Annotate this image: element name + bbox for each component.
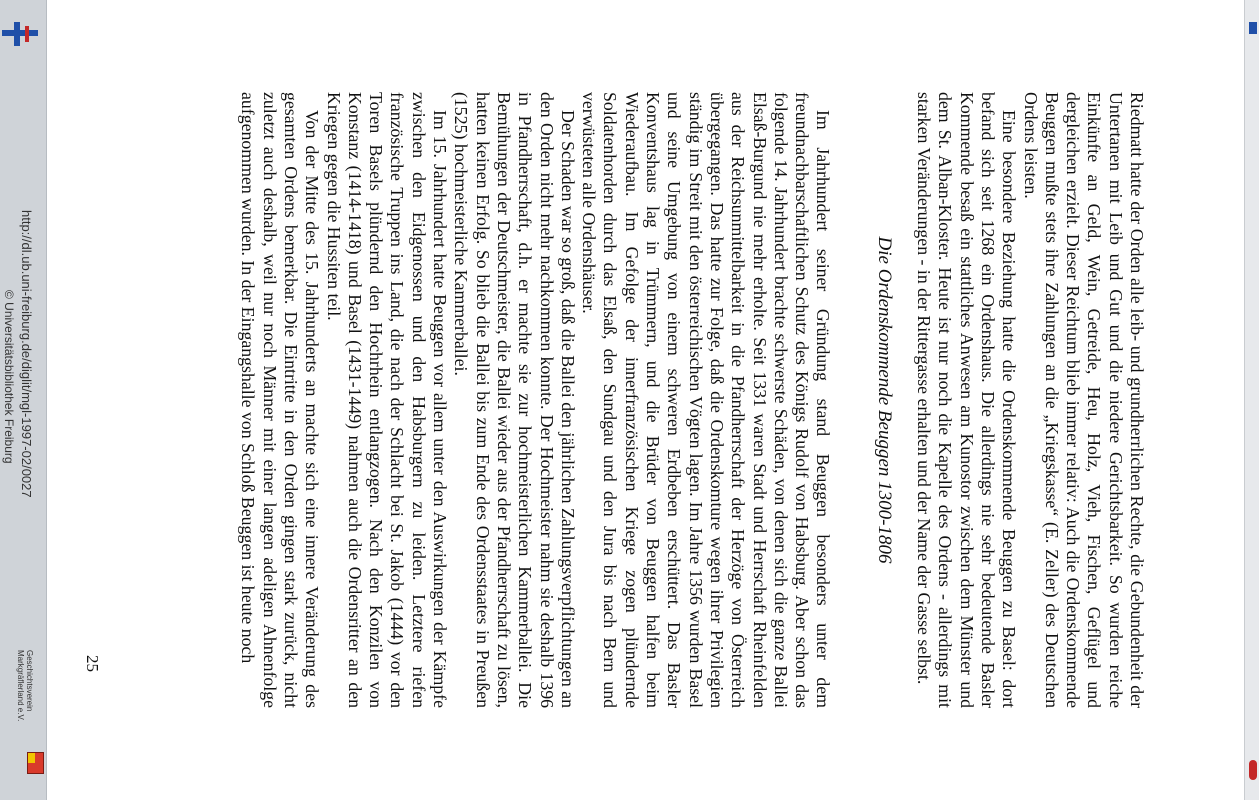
paragraph-4: Der Schaden war so groß, daß die Ballei den jährlichen Zahlungsverpflichtungen an den Orden nicht mehr nachkommen konnte. Der Hochmeister nahm sie deshalb 1396 in Pfandherrschaft, d.h. er machte sie zur hochmeisterlichen Kammerballei. Die Bemühungen der Deutschmeister, die Ballei wieder aus der Pfandherrschaft zu lösen, hatten keinen Erfolg. So blieb die Ballei bis zum Ende des Ordensstaates in Preußen (1525) hochmeisterliche Kammerballei. — [451, 92, 578, 708]
document-url[interactable]: http://dl.ub.uni-freiburg.de/diglit/mgl-1997-02/0027 — [19, 210, 34, 498]
viewer-right-sidebar — [1244, 0, 1259, 800]
page-number: 25 — [83, 655, 102, 672]
paragraph-3: Im Jahrhundert seiner Gründung stand Beuggen besonders unter dem freundnachbarschaftlichen Schutz des Königs Rudolf von Habsburg. Aber schon das folgende 14. Jahrhundert brachte schwerste Schäden, von denen sich die ganze Ballei Elsaß-Burgund nie mehr erholte. Seit 1331 waren Stadt und Herrschaft Rheinfelden aus der Reichsunmittelbarkeit in die Pfandherrschaft der Herzöge von Österreich übergegangen. Das hatte zur Folge, daß die Ordenskomture wegen ihrer Privilegien ständig im Streit mit den österreichischen Vögten lagen. Im Jahre 1356 wurden Basel und seine Umgebung von einem schweren Erdbeben erschüttert. Das Basler Konventshaus lag in Trümmern, und die Brüder von Beuggen halfen beim Wiederaufbau. Im Gefolge der innerfranzösischen Kriege zogen plündernde Soldatenhorden durch das Elsaß, den Sundgau und den Jura bis nach Bern und verwüsteten alle Ordenshäuser. — [579, 92, 834, 708]
library-logo-icon[interactable] — [2, 20, 38, 48]
document-text-column — [97, 92, 1147, 708]
rotated-document-page — [83, 92, 1147, 708]
society-name-line-2: Markgräflerland e.V. — [16, 650, 25, 722]
right-crest-icon — [1249, 760, 1257, 780]
section-heading: Die Ordenskommende Beuggen 1300-1806 — [873, 236, 895, 564]
copyright-text: © Universitätsbibliothek Freiburg — [2, 290, 16, 464]
society-name-line-1: Geschichtsverein — [25, 650, 34, 712]
society-crest-icon — [27, 752, 44, 774]
paragraph-6: Von der Mitte des 15. Jahrhunderts an machte sich eine innere Veränderung des gesamten Ordens bemerkbar. Die Eintritte in den Orden gingen stark zurück, nicht zuletzt auch deshalb, weil nur noch Männer mit einer langen adeligen Ahnenfolge aufgenommen wurden. In der Eingangshalle von Schloß Beuggen ist heute noch — [238, 92, 323, 708]
right-logo-icon[interactable] — [1249, 22, 1257, 34]
viewer-left-sidebar — [0, 0, 47, 800]
paragraph-5: Im 15. Jahrhundert hatte Beuggen vor allem unter den Auswirkungen der Kämpfe zwischen den Eidgenossen und den Habsburgern zu leiden. Letztere riefen französische Truppen ins Land, die nach der Schlacht bei St. Jakob (1444) vor den Toren Basels plündernd den Hochrhein entlangzogen. Nach den Konzilen von Konstanz (1414-1418) und Basel (1431-1449) nahmen auch die Ordensritter an den Kriegen gegen die Hussiten teil. — [323, 92, 451, 708]
paragraph-1: Riedmatt hatte der Orden alle leib- und grundherrlichen Rechte, die Gebundenheit der Untertanen mit Leib und Gut und die niedere Gerichtsbarkeit. So wurden reiche Einkünfte an Geld, Wein, Getreide, Heu, Holz, Vieh, Fischen, Geflügel und dergleichen erzielt. Dieser Reichtum blieb immer relativ: Auch die Ordenskommende Beuggen mußte stets ihre Zahlungen an die „Kriegskasse“ (E. Zeller) des Deutschen Ordens leisten. — [1020, 92, 1147, 708]
paragraph-2: Eine besondere Beziehung hatte die Ordenskommende Beuggen zu Basel: dort befand sich seit 1268 ein Ordenshaus. Die allerdings nie sehr bedeutende Basler Kommende besaß ein stattliches Anwesen am Kunostor zwischen dem Münster und dem St. Alban-Kloster. Heute ist nur noch die Kapelle des Ordens - allerdings mit starken Veränderungen - in der Rittergasse erhalten und der Name der Gasse selbst. — [914, 92, 1020, 708]
